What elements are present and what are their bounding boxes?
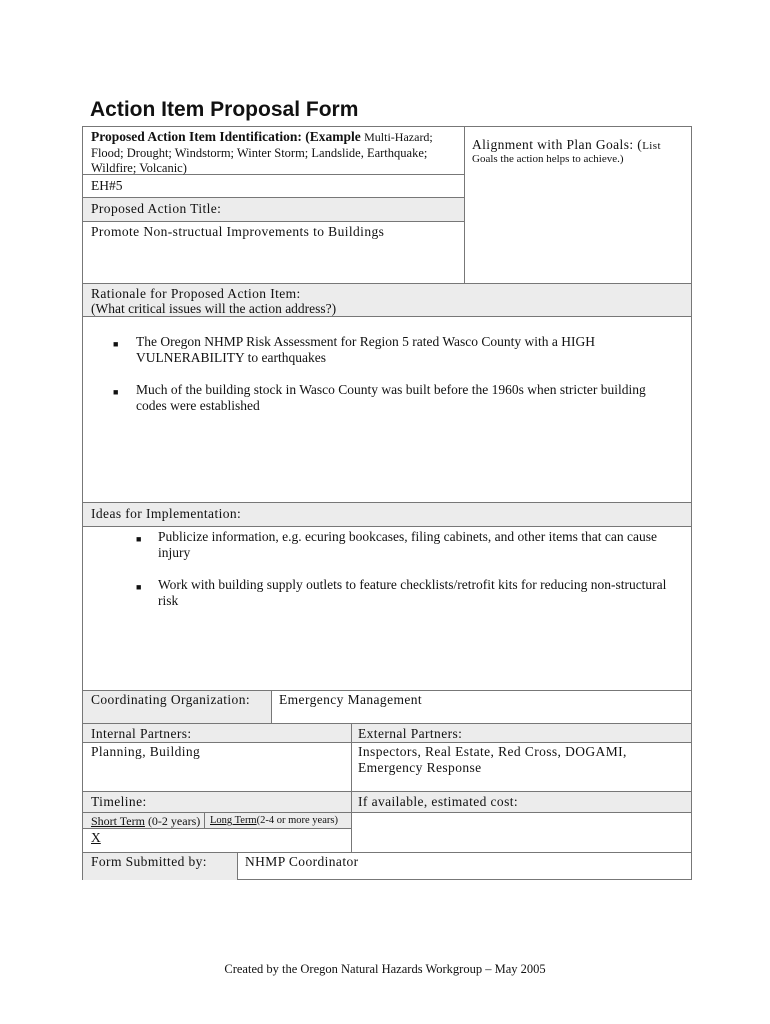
submitted-value[interactable]: NHMP Coordinator — [245, 854, 359, 869]
external-partners-label: External Partners: — [358, 726, 463, 741]
rationale-bullet-1[interactable]: The Oregon NHMP Risk Assessment for Region 5 rated Wasco County with a HIGH — [136, 334, 595, 349]
bullet-icon: ■ — [113, 339, 119, 349]
alignment-hint: Goals the action helps to achieve.) — [472, 153, 624, 165]
identification-label: Proposed Action Item Identification: (Example Multi-Hazard; — [91, 129, 433, 144]
form-title: Action Item Proposal Form — [90, 98, 359, 121]
long-term-label: Long Term(2-4 or more years) — [210, 815, 338, 826]
ideas-bullet-2-cont[interactable]: risk — [158, 593, 179, 608]
bullet-icon: ■ — [136, 582, 142, 592]
internal-partners-value[interactable]: Planning, Building — [91, 744, 201, 759]
bullet-icon: ■ — [113, 387, 119, 397]
rationale-bullet-2[interactable]: Much of the building stock in Wasco County was built before the 1960s when stricter building — [136, 382, 646, 397]
ideas-bullet-2[interactable]: Work with building supply outlets to feature checklists/retrofit kits for reducing non-structural — [158, 577, 667, 592]
internal-partners-label: Internal Partners: — [91, 726, 192, 741]
ideas-bullet-1[interactable]: Publicize information, e.g. ecuring bookcases, filing cabinets, and other items that can cause — [158, 529, 657, 544]
timeline-label: Timeline: — [91, 794, 147, 809]
external-partners-value[interactable]: Inspectors, Real Estate, Red Cross, DOGAMI, — [358, 744, 627, 759]
submitted-label: Form Submitted by: — [91, 854, 207, 869]
alignment-label: Alignment with Plan Goals: (List — [472, 137, 661, 152]
bullet-icon: ■ — [136, 534, 142, 544]
identification-value[interactable]: EH#5 — [91, 178, 123, 193]
rationale-bullet-1-cont[interactable]: VULNERABILITY to earthquakes — [136, 350, 326, 365]
ideas-bullet-1-cont[interactable]: injury — [158, 545, 191, 560]
rationale-label: Rationale for Proposed Action Item: — [91, 286, 301, 301]
footer-credit: Created by the Oregon Natural Hazards Workgroup – May 2005 — [224, 962, 546, 976]
form-table — [82, 126, 692, 880]
action-title-label: Proposed Action Title: — [91, 201, 222, 216]
action-title-value[interactable]: Promote Non-structual Improvements to Buildings — [91, 224, 385, 239]
short-term-label: Short Term (0-2 years) — [91, 814, 201, 828]
rationale-question: (What critical issues will the action address?) — [91, 301, 337, 316]
coordinating-label: Coordinating Organization: — [91, 692, 250, 707]
rationale-bullet-2-cont[interactable]: codes were established — [136, 398, 260, 413]
short-term-mark[interactable]: X — [91, 830, 101, 845]
coordinating-value[interactable]: Emergency Management — [279, 692, 423, 707]
external-partners-value-cont[interactable]: Emergency Response — [358, 760, 482, 775]
identification-examples-cont: Wildfire; Volcanic) — [91, 161, 187, 175]
ideas-label: Ideas for Implementation: — [91, 506, 242, 521]
identification-examples: Flood; Drought; Windstorm; Winter Storm; Landslide, Earthquake; — [91, 146, 428, 160]
cost-label: If available, estimated cost: — [358, 794, 519, 809]
